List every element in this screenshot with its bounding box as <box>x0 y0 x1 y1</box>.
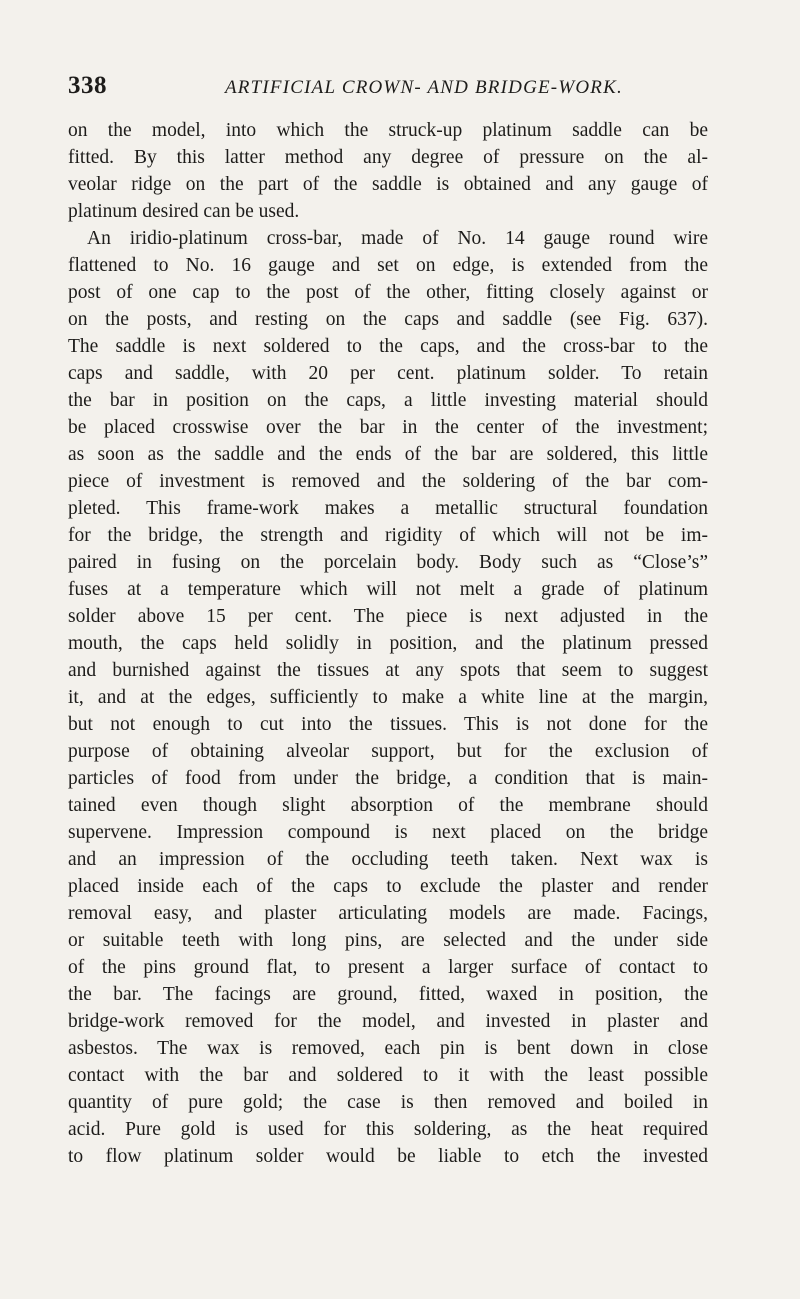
text-line: supervene. Impression compound is next placed on the bridge <box>68 822 708 843</box>
text-line: asbestos. The wax is removed, each pin is bent down in close <box>68 1038 708 1059</box>
text-line: or suitable teeth with long pins, are selected and the under side <box>68 930 708 951</box>
text-line: the bar in position on the caps, a little investing material should <box>68 390 708 411</box>
text-line: quantity of pure gold; the case is then removed and boiled in <box>68 1092 708 1113</box>
text-line: contact with the bar and soldered to it with the least possible <box>68 1065 708 1086</box>
text-line: platinum desired can be used. <box>68 201 300 222</box>
text-line: acid. Pure gold is used for this soldering, as the heat required <box>68 1119 708 1140</box>
text-line: veolar ridge on the part of the saddle is obtained and any gauge of <box>68 174 708 195</box>
text-line: and an impression of the occluding teeth taken. Next wax is <box>68 849 708 870</box>
text-line: solder above 15 per cent. The piece is next adjusted in the <box>68 606 708 627</box>
text-line: caps and saddle, with 20 per cent. platinum solder. To retain <box>68 363 708 384</box>
running-title: ARTIFICIAL CROWN- AND BRIDGE-WORK. <box>225 77 623 98</box>
text-line: piece of investment is removed and the soldering of the bar com- <box>68 471 708 492</box>
text-line: the bar. The facings are ground, fitted, waxed in position, the <box>68 984 708 1005</box>
text-line: fitted. By this latter method any degree of pressure on the al- <box>68 147 708 168</box>
running-head <box>68 70 708 110</box>
text-line: post of one cap to the post of the other, fitting closely against or <box>68 282 708 303</box>
body-text <box>68 117 708 1170</box>
text-line: tained even though slight absorption of the membrane should <box>68 795 708 816</box>
text-line: it, and at the edges, sufficiently to make a white line at the margin, <box>68 687 708 708</box>
text-line: fuses at a temperature which will not melt a grade of platinum <box>68 579 708 600</box>
text-line: on the model, into which the struck-up platinum saddle can be <box>68 120 708 141</box>
text-line: for the bridge, the strength and rigidity of which will not be im- <box>68 525 708 546</box>
text-line: mouth, the caps held solidly in position, and the platinum pressed <box>68 633 708 654</box>
text-line: bridge-work removed for the model, and invested in plaster and <box>68 1011 708 1032</box>
text-line: An iridio-platinum cross-bar, made of No. 14 gauge round wire <box>87 228 708 249</box>
text-line: removal easy, and plaster articulating models are made. Facings, <box>68 903 708 924</box>
text-line: of the pins ground flat, to present a larger surface of contact to <box>68 957 708 978</box>
text-line: on the posts, and resting on the caps and saddle (see Fig. 637). <box>68 309 708 330</box>
text-line: flattened to No. 16 gauge and set on edge, is extended from the <box>68 255 708 276</box>
text-line: to flow platinum solder would be liable to etch the invested <box>68 1146 708 1167</box>
text-line: particles of food from under the bridge, a condition that is main- <box>68 768 708 789</box>
text-line: and burnished against the tissues at any spots that seem to suggest <box>68 660 708 681</box>
text-line: but not enough to cut into the tissues. This is not done for the <box>68 714 708 735</box>
text-line: placed inside each of the caps to exclude the plaster and render <box>68 876 708 897</box>
text-line: pleted. This frame-work makes a metallic structural foundation <box>68 498 708 519</box>
page-number: 338 <box>68 72 107 99</box>
text-line: paired in fusing on the porcelain body. Body such as “Close’s” <box>68 552 708 573</box>
text-line: be placed crosswise over the bar in the center of the investment; <box>68 417 708 438</box>
text-line: The saddle is next soldered to the caps, and the cross-bar to the <box>68 336 708 357</box>
text-line: as soon as the saddle and the ends of the bar are soldered, this little <box>68 444 708 465</box>
text-line: purpose of obtaining alveolar support, but for the exclusion of <box>68 741 708 762</box>
